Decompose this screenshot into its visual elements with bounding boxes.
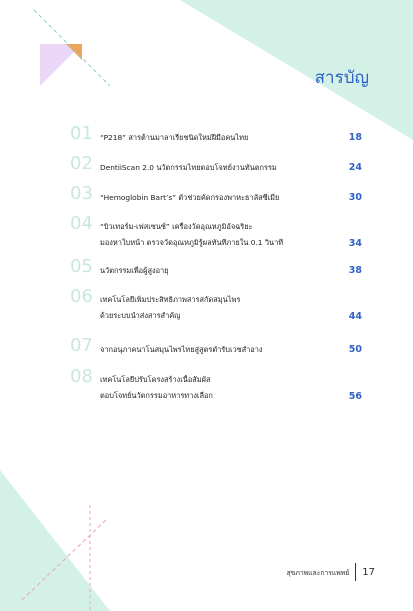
toc-entry[interactable]: [70, 336, 370, 367]
toc-entry-number: 06: [70, 286, 93, 307]
toc-entry-title-line: นวัตกรรมเพื่อผู้สูงอายุ: [100, 266, 169, 275]
page-title: สารบัญ: [314, 68, 369, 88]
toc-entry-page: 44: [348, 311, 362, 322]
toc-entry-title-line: มองหาใบหน้า ตรวจวัดอุณหภูมิรู้ผลทันทีภายใน 0.1 วินาที: [100, 238, 284, 247]
toc-entry-title-line: จากอนุภาคนาโนสมุนไพรไทยสู่สูตรตำรับเวชสำอาง: [100, 345, 263, 354]
top-mint-triangle: [180, 0, 413, 140]
toc-entry-title-line: เทคโนโลยีเพิ่มประสิทธิภาพสารสกัดสมุนไพร: [100, 295, 241, 304]
toc-entry-page: 34: [348, 238, 362, 249]
toc-entry-page: 30: [348, 192, 362, 203]
footer-divider: [355, 563, 356, 581]
toc-entry-title-line: DentiiScan 2.0 นวัตกรรมไทยตอบโจทย์งานทันตกรรม: [100, 163, 277, 172]
toc-entry-title: [100, 163, 340, 173]
toc-entry-number: 04: [70, 213, 93, 234]
toc-entry-number: 07: [70, 335, 93, 356]
toc-entry-title-line: ด้วยระบบนำส่งสารสำคัญ: [100, 311, 181, 320]
toc-entry-page: 50: [348, 344, 362, 355]
toc-entry-number: 03: [70, 183, 93, 204]
toc-entry-title-line: ตอบโจทย์นวัตกรรมอาหารทางเลือก: [100, 391, 213, 400]
toc-entry-page: 18: [348, 132, 362, 143]
toc-entry-page: 56: [348, 391, 362, 402]
table-of-contents: [70, 124, 370, 411]
toc-entry[interactable]: [70, 154, 370, 184]
toc-entry[interactable]: [70, 214, 370, 257]
toc-entry-title: [100, 193, 340, 203]
toc-entry-title: [100, 133, 340, 143]
toc-entry[interactable]: [70, 257, 370, 287]
page-footer: [287, 563, 375, 581]
toc-entry[interactable]: [70, 184, 370, 214]
bottom-mint-triangle: [0, 470, 110, 611]
toc-entry-title: [100, 222, 340, 248]
footer-section-label: สุขภาพและการแพทย์: [286, 568, 350, 577]
toc-entry-number: 05: [70, 256, 93, 277]
footer-page-number: 17: [362, 566, 375, 578]
toc-entry-title-line: “P218” สารต้านมาลาเรียชนิดใหม่ฝีมือคนไทย: [100, 133, 249, 142]
toc-entry-title-line: “Hemoglobin Bart’s” ตัวช่วยคัดกรองพาหะธาลัสซีเมีย: [100, 193, 280, 202]
toc-entry-number: 01: [70, 123, 93, 144]
toc-entry-title: [100, 266, 340, 276]
toc-entry-page: 38: [348, 265, 362, 276]
toc-entry[interactable]: [70, 367, 370, 411]
toc-entry-title-line: เทคโนโลยีปรับโครงสร้างเนื้อสัมผัส: [100, 375, 211, 384]
toc-entry-page: 24: [348, 162, 362, 173]
toc-entry-title: [100, 295, 340, 321]
toc-entry-title-line: “บิวเทอร์ม-เฟสเซนซ์” เครื่องวัดอุณหภูมิอัจฉริยะ: [100, 222, 253, 231]
toc-entry-number: 02: [70, 153, 93, 174]
toc-entry[interactable]: [70, 287, 370, 336]
toc-entry-title: [100, 345, 340, 355]
toc-entry-title: [100, 375, 340, 401]
toc-entry[interactable]: [70, 124, 370, 154]
toc-entry-number: 08: [70, 366, 93, 387]
